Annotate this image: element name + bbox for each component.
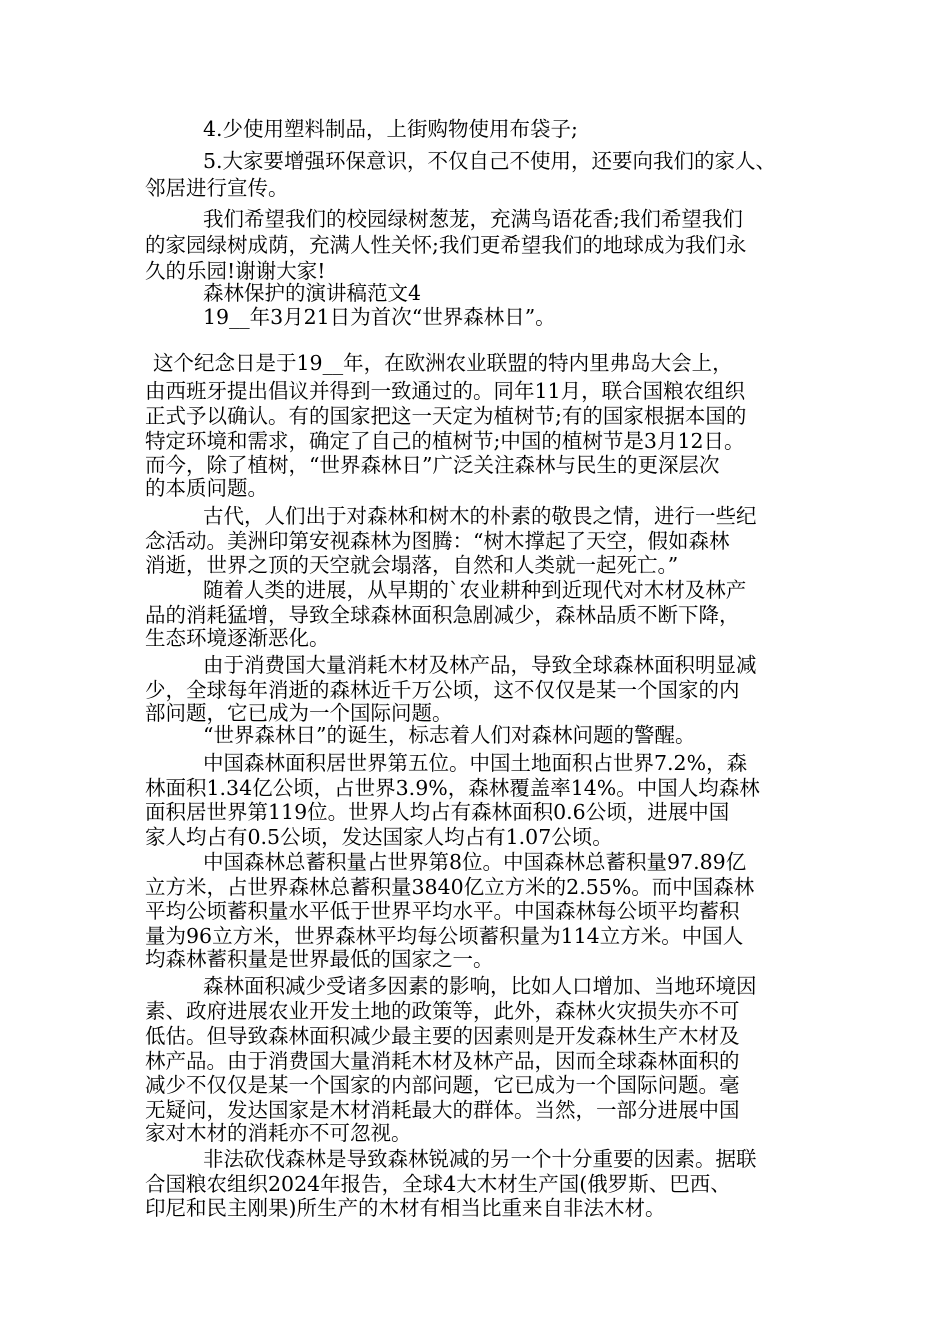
- text-line: 的家园绿树成荫，充满人性关怀;我们更希望我们的地球成为我们永: [145, 233, 747, 257]
- text-line: 家对木材的消耗亦不可忽视。: [145, 1121, 412, 1145]
- text-line: 非法砍伐森林是导致森林锐减的另一个十分重要的因素。据联: [203, 1147, 757, 1171]
- text-line: 面积居世界第119位。世界人均占有森林面积0.6公顷，进展中国: [145, 800, 730, 824]
- text-line: 特定环境和需求，确定了自己的植树节;中国的植树节是3月12日。: [145, 429, 745, 453]
- text-line: 量为96立方米，世界森林平均每公顷蓄积量为114立方米。中国人: [145, 924, 744, 948]
- text-line: 林产品。由于消费国大量消耗木材及林产品，因而全球森林面积的: [145, 1049, 740, 1073]
- text-line: 19__年3月21日为首次“世界森林日”。: [203, 305, 556, 329]
- text-line: 林面积1.34亿公顷，占世界3.9%，森林覆盖率14%。中国人均森林: [145, 776, 760, 800]
- text-line: 中国森林面积居世界第五位。中国土地面积占世界7.2%，森: [203, 751, 748, 775]
- text-line: 古代，人们出于对森林和树木的朴素的敬畏之情，进行一些纪: [203, 504, 757, 528]
- text-line: 4.少使用塑料制品，上街购物使用布袋子;: [203, 117, 578, 141]
- text-line: 久的乐园!谢谢大家!: [145, 259, 326, 283]
- text-line: 均森林蓄积量是世界最低的国家之一。: [145, 947, 494, 971]
- text-line: “世界森林日”的诞生，标志着人们对森林问题的警醒。: [203, 723, 696, 747]
- text-line: 品的消耗猛增，导致全球森林面积急剧减少，森林品质不断下降，: [145, 603, 740, 627]
- text-line: 减少不仅仅是某一个国家的内部问题，它已成为一个国际问题。毫: [145, 1073, 740, 1097]
- text-line: 的本质问题。: [145, 476, 268, 500]
- text-line: 森林保护的演讲稿范文4: [203, 281, 422, 305]
- text-line: 印尼和民主刚果)所生产的木材有相当比重来自非法木材。: [145, 1196, 666, 1220]
- text-line: 念活动。美洲印第安视森林为图腾：“树木撑起了天空，假如森林: [145, 529, 730, 553]
- text-line: 无疑问，发达国家是木材消耗最大的群体。当然，一部分进展中国: [145, 1098, 740, 1122]
- text-line: 合国粮农组织2024年报告，全球4大木材生产国(俄罗斯、巴西、: [145, 1172, 731, 1196]
- text-line: 随着人类的进展，从早期的`农业耕种到近现代对木材及林产: [203, 578, 747, 602]
- text-line: 素、政府进展农业开发土地的政策等，此外，森林火灾损失亦不可: [145, 999, 740, 1023]
- text-line: 中国森林总蓄积量占世界第8位。中国森林总蓄积量97.89亿: [203, 850, 747, 874]
- text-line: 消逝，世界之顶的天空就会塌落，自然和人类就一起死亡。”: [145, 553, 679, 577]
- text-line: 这个纪念日是于19__年，在欧洲农业联盟的特内里弗岛大会上，: [153, 351, 733, 375]
- text-line: 部问题，它已成为一个国际问题。: [145, 701, 453, 725]
- text-line: 平均公顷蓄积量水平低于世界平均水平。中国森林每公顷平均蓄积: [145, 899, 740, 923]
- text-line: 我们希望我们的校园绿树葱茏，充满鸟语花香;我们希望我们: [203, 207, 743, 231]
- text-line: 少，全球每年消逝的森林近千万公顷，这不仅仅是某一个国家的内: [145, 678, 740, 702]
- text-line: 5.大家要增强环保意识，不仅自己不使用，还要向我们的家人、: [203, 149, 777, 173]
- text-line: 生态环境逐渐恶化。: [145, 626, 330, 650]
- text-line: 森林面积减少受诸多因素的影响，比如人口增加、当地环境因: [203, 974, 757, 998]
- text-line: 低估。但导致森林面积减少最主要的因素则是开发森林生产木材及: [145, 1024, 740, 1048]
- text-line: 而今，除了植树，“世界森林日”广泛关注森林与民生的更深层次: [145, 453, 720, 477]
- text-line: 立方米，占世界森林总蓄积量3840亿立方米的2.55%。而中国森林: [145, 875, 755, 899]
- text-line: 由西班牙提出倡议并得到一致通过的。同年11月，联合国粮农组织: [145, 379, 746, 403]
- text-line: 家人均占有0.5公顷，发达国家人均占有1.07公顷。: [145, 825, 613, 849]
- text-line: 正式予以确认。有的国家把这一天定为植树节;有的国家根据本国的: [145, 404, 747, 428]
- text-line: 邻居进行宣传。: [145, 176, 289, 200]
- text-line: 由于消费国大量消耗木材及林产品，导致全球森林面积明显减: [203, 653, 757, 677]
